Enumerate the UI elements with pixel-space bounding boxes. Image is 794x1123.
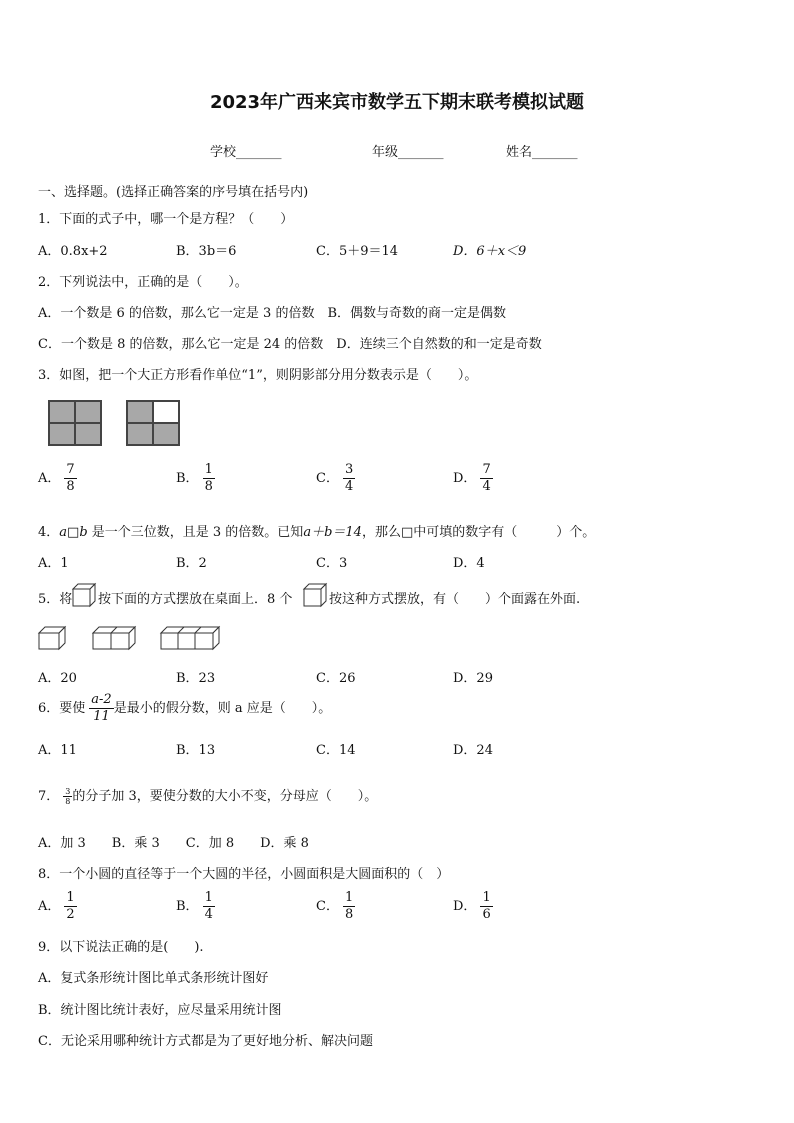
q6-option-d: D．24 — [453, 743, 493, 758]
q6-suffix: 是最小的假分数，则 a 应是（ ）。 — [113, 701, 332, 716]
q5-option-b: B．23 — [176, 671, 216, 686]
fraction — [89, 692, 113, 725]
three-cubes-figure — [160, 626, 220, 650]
q1-option-c: C．5＋9＝14 — [316, 244, 399, 259]
grade-field: 年级_______ — [372, 145, 444, 160]
q5-option-d: D．29 — [453, 671, 493, 686]
option-label: B． — [176, 899, 199, 914]
q7-number: 7． — [38, 789, 60, 804]
q1-option-d: D．6＋x＜9 — [453, 244, 527, 259]
option-label: A． — [38, 471, 61, 486]
option-label: C． — [316, 471, 339, 486]
q2-stem: 2．下列说法中，正确的是（ ）。 — [38, 275, 248, 290]
q4-option-a: A．1 — [38, 556, 69, 571]
denominator: 4 — [204, 907, 213, 922]
q9-option-b: B．统计图比统计表好，应尽量采用统计图 — [38, 1003, 282, 1018]
q1-stem: 1．下面的式子中，哪一个是方程？（ ） — [38, 212, 294, 227]
q8-option-a — [38, 890, 77, 923]
denominator: 4 — [482, 479, 491, 494]
numerator: 1 — [204, 890, 213, 905]
numerator: 7 — [66, 462, 75, 477]
fraction — [203, 462, 215, 495]
q9-option-c: C．无论采用哪种统计方式都是为了更好地分析、解决问题 — [38, 1034, 373, 1049]
fraction — [480, 462, 492, 495]
q7-stem — [38, 785, 377, 806]
denominator: 8 — [344, 907, 354, 922]
fraction — [343, 462, 355, 495]
numerator: 3 — [344, 462, 354, 477]
option-label: D． — [453, 471, 477, 486]
q8-option-d — [453, 890, 493, 923]
denominator: 8 — [65, 797, 71, 806]
section-heading: 一、选择题。(选择正确答案的序号填在括号内) — [38, 185, 309, 200]
q3-option-c — [316, 462, 355, 495]
fraction — [63, 787, 72, 806]
q6-prefix: 6．要使 — [38, 701, 86, 716]
q8-option-c — [316, 890, 355, 923]
q4-option-d: D．4 — [453, 556, 485, 571]
denominator: 11 — [93, 709, 110, 724]
fraction — [64, 890, 76, 923]
cube-icon — [72, 583, 96, 607]
denominator: 4 — [344, 479, 354, 494]
page-title: 2023年广西来宾市数学五下期末联考模拟试题 — [209, 92, 585, 113]
numerator: 1 — [204, 462, 213, 477]
cube-icon — [303, 583, 327, 607]
q4-number: 4． — [38, 525, 60, 540]
square-figure-partial — [126, 400, 180, 446]
q4-text: 是一个三位数，且是 3 的倍数。已知 — [87, 525, 304, 540]
option-label: D． — [453, 899, 477, 914]
denominator: 2 — [66, 907, 75, 922]
q4-equation: a＋b＝14 — [303, 525, 362, 540]
option-label: A． — [38, 899, 61, 914]
denominator: 8 — [66, 479, 75, 494]
q5-option-c: C．26 — [316, 671, 356, 686]
q7-options: A．加 3 B．乘 3 C．加 8 D．乘 8 — [38, 836, 309, 851]
q3-option-b — [176, 462, 215, 495]
fraction — [480, 890, 492, 923]
q7-suffix: 的分子加 3，要使分数的大小不变，分母应（ ）。 — [72, 789, 378, 804]
fraction — [64, 462, 76, 495]
q4-text-end: ，那么□中可填的数字有（ ）个。 — [361, 525, 596, 540]
numerator: 1 — [482, 890, 491, 905]
q5-suffix: 按这种方式摆放，有（ ）个面露在外面. — [329, 592, 581, 607]
fraction — [343, 890, 355, 923]
q9-option-a: A．复式条形统计图比单式条形统计图好 — [38, 971, 269, 986]
numerator: 7 — [482, 462, 491, 477]
name-field: 姓名_______ — [506, 145, 578, 160]
school-field: 学校_______ — [210, 145, 282, 160]
denominator: 6 — [482, 907, 491, 922]
q8-option-b — [176, 890, 215, 923]
q3-option-d — [453, 462, 493, 495]
q4-expression: a□b — [59, 525, 88, 540]
q5-option-a: A．20 — [38, 671, 77, 686]
q1-option-b: B．3b＝6 — [176, 244, 237, 259]
one-cube-figure — [38, 626, 66, 650]
numerator: 1 — [66, 890, 75, 905]
square-figure-full — [48, 400, 102, 446]
q1-option-a: A．0.8x+2 — [38, 244, 108, 259]
q4-option-c: C．3 — [316, 556, 348, 571]
option-label: B． — [176, 471, 199, 486]
q2-options-ab: A．一个数是 6 的倍数，那么它一定是 3 的倍数 B．偶数与奇数的商一定是偶数 — [38, 306, 507, 321]
numerator: 3 — [65, 787, 71, 796]
q4-stem — [38, 521, 595, 540]
q6-option-c: C．14 — [316, 743, 356, 758]
q6-stem — [38, 692, 331, 725]
q5-prefix: 5．将 — [38, 592, 73, 607]
q6-option-a: A．11 — [38, 743, 77, 758]
q6-option-b: B．13 — [176, 743, 216, 758]
fraction — [203, 890, 215, 923]
numerator: a-2 — [91, 692, 112, 707]
q2-options-cd: C．一个数是 8 的倍数，那么它一定是 24 的倍数 D．连续三个自然数的和一定是奇数 — [38, 337, 542, 352]
q3-stem: 3．如图，把一个大正方形看作单位“1”，则阴影部分用分数表示是（ ）。 — [38, 368, 478, 383]
numerator: 1 — [344, 890, 354, 905]
q5-middle: 按下面的方式摆放在桌面上．8 个 — [98, 592, 293, 607]
q4-option-b: B．2 — [176, 556, 207, 571]
two-cubes-figure — [92, 626, 136, 650]
q8-stem: 8．一个小圆的直径等于一个大圆的半径，小圆面积是大圆面积的（ ） — [38, 867, 450, 882]
q3-option-a — [38, 462, 77, 495]
q9-stem: 9．以下说法正确的是( ). — [38, 940, 204, 955]
option-label: C． — [316, 899, 339, 914]
denominator: 8 — [204, 479, 213, 494]
